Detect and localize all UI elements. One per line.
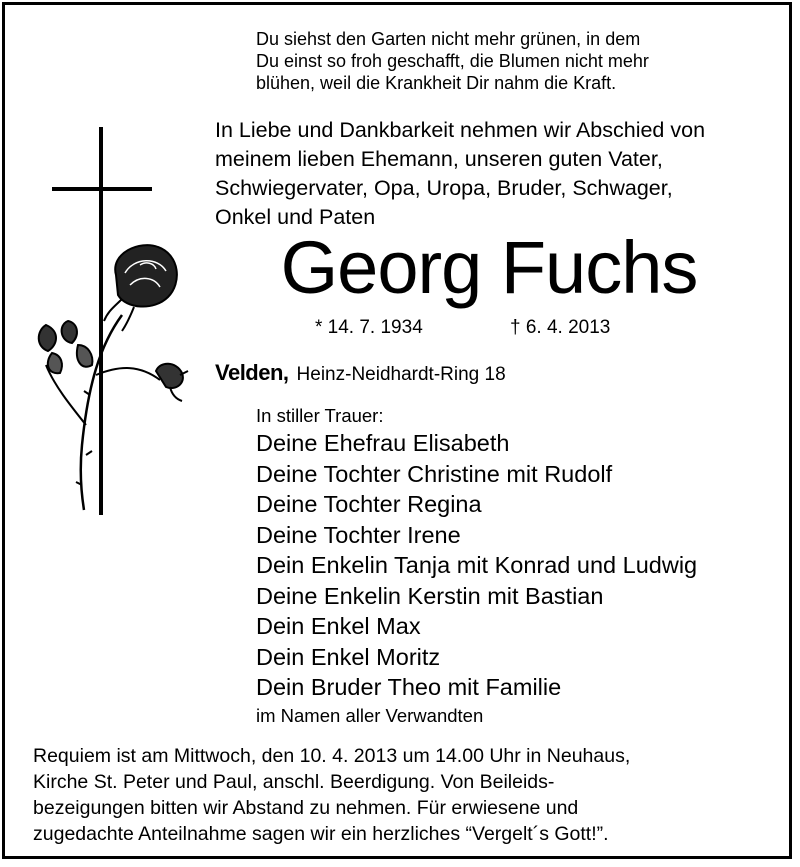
requiem-notice — [33, 743, 630, 847]
poem-line: blühen, weil die Krankheit Dir nahm die Kraft. — [256, 73, 617, 93]
requiem-line: Requiem ist am Mittwoch, den 10. 4. 2013 um 14.00 Uhr in Neuhaus, — [33, 745, 631, 767]
intro-line: meinem lieben Ehemann, unseren guten Vater, — [215, 147, 663, 171]
intro-line: Schwiegervater, Opa, Uropa, Bruder, Schwager, — [215, 176, 673, 200]
requiem-line: zugedachte Anteilnahme sagen wir ein herzliches “Vergelt´s Gott!”. — [33, 823, 609, 845]
mourners-list — [256, 404, 697, 729]
residence — [215, 360, 506, 388]
intro-line: In Liebe und Dankbarkeit nehmen wir Abschied von — [215, 118, 706, 142]
residence-city: Velden, — [215, 360, 289, 385]
residence-street: Heinz-Neidhardt-Ring 18 — [296, 364, 506, 385]
deceased-name: Georg Fuchs — [280, 226, 698, 309]
birth-date: * 14. 7. 1934 — [315, 317, 423, 338]
requiem-line: bezeigungen bitten wir Abstand zu nehmen. Für erwiesene und — [33, 797, 579, 819]
list-item: Deine Tochter Regina — [256, 491, 482, 517]
list-item: Deine Tochter Irene — [256, 521, 461, 548]
poem — [256, 28, 649, 94]
list-item: Deine Enkelin Kerstin mit Bastian — [256, 582, 604, 609]
list-item: Deine Tochter Christine mit Rudolf — [256, 460, 613, 487]
list-item: Dein Enkel Moritz — [256, 643, 441, 670]
list-item: Dein Enkelin Tanja mit Konrad und Ludwig — [256, 552, 698, 578]
requiem-line: Kirche St. Peter und Paul, anschl. Beerdigung. Von Beileids- — [33, 771, 555, 793]
intro-line: Onkel und Paten — [215, 205, 376, 229]
intro-text — [215, 116, 705, 232]
list-item: Dein Bruder Theo mit Familie — [256, 674, 562, 700]
mourners-closing: im Namen aller Verwandten — [256, 704, 484, 726]
cross-with-rose — [30, 125, 190, 520]
list-item: Deine Ehefrau Elisabeth — [256, 430, 510, 456]
poem-line: Du einst so froh geschafft, die Blumen nicht mehr — [256, 51, 649, 71]
list-item: Dein Enkel Max — [256, 613, 421, 639]
poem-line: Du siehst den Garten nicht mehr grünen, in dem — [256, 29, 641, 49]
mourners-heading: In stiller Trauer: — [256, 405, 384, 426]
death-date: † 6. 4. 2013 — [510, 317, 611, 338]
